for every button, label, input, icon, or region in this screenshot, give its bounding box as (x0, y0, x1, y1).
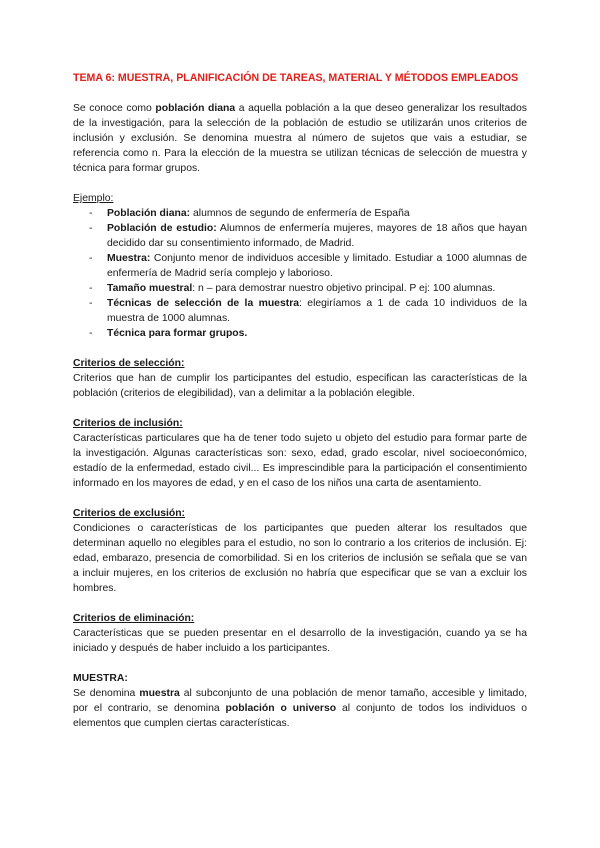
eliminacion-heading: Criterios de eliminación: (73, 613, 195, 624)
list-item (73, 296, 527, 326)
document-title: TEMA 6: MUESTRA, PLANIFICACIÓN DE TAREAS, MATERIAL Y MÉTODOS EMPLEADOS (73, 72, 519, 84)
intro-paragraph (73, 101, 527, 176)
list-dash: - (89, 253, 93, 264)
intro-text-1: Se conoce como (73, 103, 156, 114)
list-term: Técnica para formar grupos. (107, 328, 248, 339)
list-text: : n – para demostrar nuestro objetivo principal. P ej: 100 alumnas. (192, 283, 496, 294)
muestra-text-1: Se denomina (73, 688, 140, 699)
list-term: Tamaño muestral (107, 283, 193, 294)
list-dash: - (89, 298, 93, 309)
eliminacion-text: Características que se pueden presentar en el desarrollo de la investigación, cuando ya se ha iniciado y después de haber incluido a los participantes. (73, 628, 527, 654)
list-term: Muestra: (107, 253, 151, 264)
example-section (73, 191, 527, 341)
eliminacion-section (73, 611, 527, 656)
list-dash: - (89, 328, 93, 339)
muestra-heading: MUESTRA: (73, 673, 128, 684)
list-item (73, 326, 527, 341)
list-text: : elegiríamos a 1 de cada 10 individuos de la muestra de 1000 alumnas. (107, 298, 527, 324)
list-term: Población diana: (107, 208, 191, 219)
intro-text-2: a aquella población a la que deseo generalizar los resultados de la investigación, para la selección de la población de estudio se utilizarán unos criterios de inclusión y exclusión. Se denomina muestra al número de sujetos que vais a estudiar, se referencia como n. Para la elección de la muestra se utilizan técnicas de selección de muestra y técnica para formar grupos. (73, 103, 527, 174)
muestra-bold-2: población o universo (225, 703, 337, 714)
seleccion-section (73, 356, 527, 401)
list-text: Alumnos de enfermería mujeres, mayores de 18 años que hayan decidido dar su consentimiento informado, de Madrid. (107, 223, 527, 249)
inclusion-section (73, 416, 527, 491)
muestra-text-3: al conjunto de todos los individuos o elementos que cumplen ciertas características. (73, 703, 528, 729)
example-label: Ejemplo: (73, 193, 114, 204)
list-dash: - (89, 283, 93, 294)
intro-bold-term: población diana (155, 103, 236, 114)
list-item (73, 221, 527, 251)
example-list (73, 206, 527, 341)
muestra-bold-1: muestra (139, 688, 180, 699)
inclusion-heading: Criterios de inclusión: (73, 418, 183, 429)
list-term: Técnicas de selección de la muestra (107, 298, 300, 309)
exclusion-section (73, 506, 527, 596)
list-item (73, 251, 527, 281)
muestra-text (73, 686, 527, 731)
list-dash: - (89, 223, 93, 234)
list-text: Conjunto menor de individuos accesible y limitado. Estudiar a 1000 alumnas de enfermería de Madrid sería complejo y laborioso. (107, 253, 527, 279)
list-item (73, 281, 527, 296)
muestra-text-2: al subconjunto de una población de menor tamaño, accesible y limitado, por el contrario, se denomina (73, 688, 527, 714)
muestra-section (73, 671, 527, 731)
seleccion-heading: Criterios de selección: (73, 358, 185, 369)
inclusion-text: Características particulares que ha de tener todo sujeto u objeto del estudio para formar parte de la investigación. Algunas características son: sexo, edad, grado escolar, nivel socioeconómico, estadío de la enfermedad, estado civil... Es imprescindible para la participación el consentimiento informado en los mayores de edad, y en el caso de los niños una carta de asentamiento. (73, 433, 527, 489)
document-body (73, 71, 527, 746)
seleccion-text: Criterios que han de cumplir los participantes del estudio, especifican las características de la población (criterios de elegibilidad), van a delimitar a la población elegible. (73, 373, 527, 399)
list-dash: - (89, 208, 93, 219)
list-item (73, 206, 527, 221)
exclusion-text: Condiciones o características de los participantes que pueden alterar los resultados que determinan aquello no elegibles para el estudio, no son lo contrario a los criterios de inclusión. Ej: edad, embarazo, presencia de comorbilidad. Si en los criterios de inclusión se señala que se van a incluir mujeres, en los criterios de exclusión no habría que especificar que se van a excluir los hombres. (73, 523, 527, 594)
list-term: Población de estudio: (107, 223, 217, 234)
list-text: alumnos de segundo de enfermería de España (190, 208, 410, 219)
exclusion-heading: Criterios de exclusión: (73, 508, 186, 519)
